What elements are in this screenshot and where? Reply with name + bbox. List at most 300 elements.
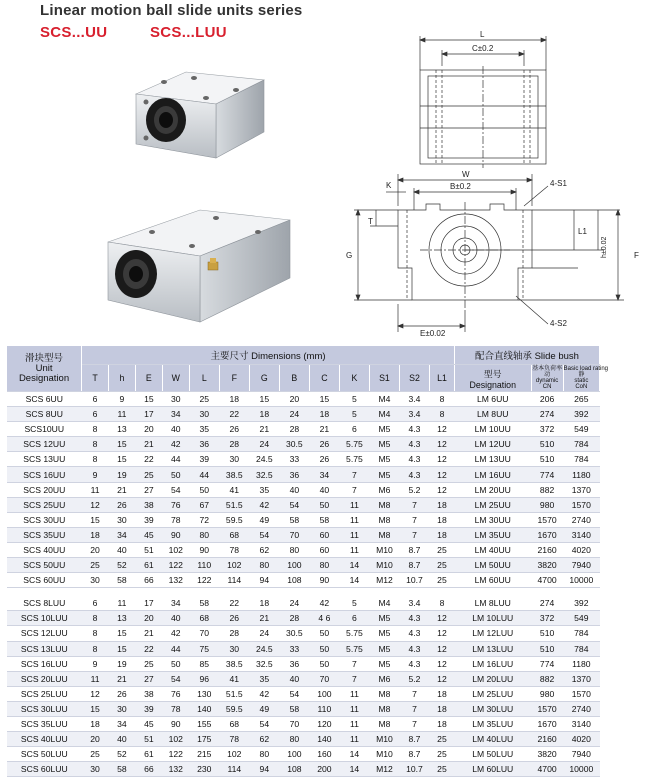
dim-cell-t: 30 [82,762,109,777]
dim-cell-t: 6 [82,392,109,407]
uu-row [7,452,600,467]
dim-cell-k: 5 [339,596,369,611]
dim-cell-c: 70 [309,671,339,686]
dim-cell-g: 32.5 [249,467,279,482]
dynamic-load-cell: 510 [531,437,563,452]
bush-designation-cell: LM 35UU [454,527,531,542]
dim-cell-k: 11 [339,686,369,701]
bush-designation-cell: LM 50UU [454,558,531,573]
dim-cell-b: 108 [279,762,309,777]
dim-cell-k: 11 [339,732,369,747]
unit-designation-cell: SCS 12LUU [7,626,82,641]
luu-row [7,611,600,626]
dim-cell-f: 26 [219,422,249,437]
bush-designation-cell: LM 13UU [454,452,531,467]
dim-cell-h: 40 [108,732,135,747]
dynamic-load-cell: 1670 [531,527,563,542]
dim-cell-k: 14 [339,762,369,777]
dim-cell-b: 28 [279,422,309,437]
dim-cell-f: 59.5 [219,512,249,527]
dim-cell-c: 58 [309,512,339,527]
dim-header-F: F [219,365,249,392]
luu-row [7,686,600,701]
dim-cell-w: 78 [162,512,189,527]
dim-header-h: h [108,365,135,392]
dim-cell-h: 26 [108,497,135,512]
dim-cell-l: 230 [189,762,219,777]
dim-cell-l1: 18 [430,527,455,542]
dim-cell-l: 110 [189,558,219,573]
dim-cell-s2: 4.3 [399,611,429,626]
dim-cell-l: 30 [189,407,219,422]
static-load-cell: 2740 [563,701,599,716]
dim-cell-t: 12 [82,497,109,512]
dim-cell-k: 6 [339,611,369,626]
dynamic-load-cell: 2160 [531,732,563,747]
static-load-cell: 1570 [563,686,599,701]
label-t: T [368,217,373,226]
dim-cell-t: 11 [82,482,109,497]
dim-cell-c: 26 [309,452,339,467]
dim-cell-k: 7 [339,671,369,686]
static-load-cell: 3140 [563,716,599,731]
unit-designation-cell: SCS 30UU [7,512,82,527]
dim-header-S2: S2 [399,365,429,392]
header-dynamic-unit: CN [542,384,552,390]
dim-cell-e: 17 [135,407,162,422]
dim-cell-e: 38 [135,686,162,701]
dim-cell-t: 8 [82,641,109,656]
unit-designation-cell: SCS 50LUU [7,747,82,762]
dim-cell-t: 8 [82,437,109,452]
dim-cell-g: 21 [249,422,279,437]
dim-cell-k: 7 [339,467,369,482]
dim-cell-c: 80 [309,558,339,573]
dim-cell-s1: M5 [369,611,399,626]
dim-cell-b: 33 [279,641,309,656]
dim-cell-c: 18 [309,407,339,422]
dim-cell-l: 215 [189,747,219,762]
dim-cell-l: 122 [189,573,219,588]
dim-cell-l1: 12 [430,626,455,641]
dim-cell-l1: 12 [430,671,455,686]
dim-cell-s1: M10 [369,558,399,573]
header-slide-bush: 配合直线轴承 Slide bush [454,346,599,365]
luu-row [7,641,600,656]
static-load-cell: 784 [563,452,599,467]
dim-cell-f: 38.5 [219,467,249,482]
dim-cell-l1: 25 [430,732,455,747]
uu-row [7,573,600,588]
dim-cell-s1: M6 [369,671,399,686]
dim-cell-g: 24 [249,626,279,641]
dim-cell-t: 15 [82,701,109,716]
dim-cell-s1: M8 [369,701,399,716]
header-static [563,365,608,392]
dim-cell-w: 76 [162,686,189,701]
dim-cell-s2: 4.3 [399,437,429,452]
dim-cell-h: 15 [108,641,135,656]
dim-cell-h: 26 [108,686,135,701]
dim-cell-c: 200 [309,762,339,777]
dim-cell-c: 160 [309,747,339,762]
dim-cell-s2: 4.3 [399,656,429,671]
dim-cell-g: 24.5 [249,452,279,467]
dim-cell-h: 58 [108,573,135,588]
dim-cell-s2: 10.7 [399,573,429,588]
dim-header-L1: L1 [430,365,455,392]
static-load-cell: 784 [563,437,599,452]
dim-cell-s1: M5 [369,422,399,437]
dim-cell-f: 102 [219,558,249,573]
dynamic-load-cell: 1570 [531,512,563,527]
dim-cell-l: 140 [189,701,219,716]
dim-cell-b: 100 [279,558,309,573]
unit-designation-cell: SCS 10LUU [7,611,82,626]
static-load-cell: 549 [563,422,599,437]
dim-cell-l: 130 [189,686,219,701]
static-load-cell: 392 [563,407,599,422]
dim-cell-w: 40 [162,611,189,626]
dim-cell-s1: M10 [369,732,399,747]
dim-cell-l1: 18 [430,686,455,701]
dim-cell-s1: M8 [369,716,399,731]
dim-cell-e: 20 [135,422,162,437]
unit-designation-cell: SCS 16UU [7,467,82,482]
dim-cell-b: 30.5 [279,626,309,641]
dim-cell-e: 45 [135,527,162,542]
dim-cell-s1: M5 [369,452,399,467]
dim-cell-l1: 18 [430,701,455,716]
header-bush-model-en: Designation [469,379,516,390]
dynamic-load-cell: 3820 [531,558,563,573]
dim-cell-h: 30 [108,701,135,716]
dim-cell-l1: 12 [430,482,455,497]
static-load-cell: 4020 [563,542,599,557]
dim-cell-h: 11 [108,596,135,611]
dim-cell-g: 94 [249,573,279,588]
static-load-cell: 10000 [563,762,599,777]
dim-cell-e: 21 [135,626,162,641]
header-static-unit: CoN [575,384,588,390]
dim-cell-c: 42 [309,596,339,611]
dim-cell-s1: M4 [369,407,399,422]
dynamic-load-cell: 510 [531,452,563,467]
uu-row [7,497,600,512]
dim-cell-f: 41 [219,482,249,497]
dynamic-load-cell: 882 [531,671,563,686]
static-load-cell: 265 [563,392,599,407]
dim-cell-e: 25 [135,467,162,482]
dim-cell-s2: 3.4 [399,392,429,407]
dim-header-E: E [135,365,162,392]
dim-header-W: W [162,365,189,392]
dim-cell-s2: 7 [399,512,429,527]
subtitle-uu: SCS...UU [40,24,108,41]
dim-cell-l1: 12 [430,656,455,671]
dim-cell-k: 5 [339,392,369,407]
dim-cell-g: 62 [249,732,279,747]
dynamic-load-cell: 510 [531,626,563,641]
dim-cell-k: 14 [339,558,369,573]
unit-designation-cell: SCS 20LUU [7,671,82,686]
dim-cell-f: 68 [219,527,249,542]
dim-cell-l1: 8 [430,407,455,422]
bush-designation-cell: LM 60LUU [454,762,531,777]
header-bush-model [454,365,531,392]
unit-designation-cell: SCS 8UU [7,407,82,422]
bush-designation-cell: LM 25UU [454,497,531,512]
label-g: G [346,251,353,260]
header-unit-cn: 滑块型号 [25,352,64,364]
header-rating-cn: 基本负荷率 [532,366,563,372]
dim-cell-g: 49 [249,512,279,527]
dim-cell-w: 90 [162,527,189,542]
dim-cell-c: 50 [309,641,339,656]
dim-cell-c: 40 [309,482,339,497]
dim-cell-l1: 12 [430,437,455,452]
dynamic-load-cell: 3820 [531,747,563,762]
dim-cell-e: 51 [135,542,162,557]
dim-cell-g: 49 [249,701,279,716]
dim-cell-g: 80 [249,558,279,573]
static-load-cell: 1180 [563,467,599,482]
header-static-cn: 静 [578,372,585,378]
unit-designation-cell: SCS 60LUU [7,762,82,777]
dim-cell-s1: M12 [369,573,399,588]
dim-cell-e: 27 [135,671,162,686]
dim-cell-s1: M4 [369,596,399,611]
dim-cell-h: 13 [108,422,135,437]
dim-cell-h: 30 [108,512,135,527]
dim-cell-w: 132 [162,573,189,588]
dim-cell-w: 54 [162,482,189,497]
dim-cell-b: 70 [279,527,309,542]
dim-cell-g: 42 [249,497,279,512]
bush-designation-cell: LM 8UU [454,407,531,422]
dim-cell-w: 44 [162,452,189,467]
dynamic-load-cell: 1570 [531,701,563,716]
dim-cell-w: 122 [162,558,189,573]
dim-cell-f: 51.5 [219,686,249,701]
unit-designation-cell: SCS 8LUU [7,596,82,611]
luu-row [7,626,600,641]
bush-designation-cell: LM 30UU [454,512,531,527]
dim-cell-t: 6 [82,596,109,611]
dim-cell-b: 70 [279,716,309,731]
dim-cell-b: 33 [279,452,309,467]
unit-designation-cell: SCS 60UU [7,573,82,588]
uu-row [7,467,600,482]
dim-cell-l1: 8 [430,392,455,407]
uu-row [7,512,600,527]
bush-designation-cell: LM 16LUU [454,656,531,671]
dim-cell-b: 54 [279,497,309,512]
static-load-cell: 7940 [563,558,599,573]
header-dimensions: 主要尺寸 Dimensions (mm) [82,346,455,365]
dynamic-load-cell: 4700 [531,762,563,777]
dim-cell-s2: 5.2 [399,482,429,497]
dim-cell-w: 34 [162,596,189,611]
dim-cell-c: 34 [309,467,339,482]
dim-cell-f: 41 [219,671,249,686]
dim-cell-f: 30 [219,452,249,467]
dim-cell-g: 42 [249,686,279,701]
dim-cell-w: 132 [162,762,189,777]
dim-cell-t: 12 [82,686,109,701]
dim-cell-f: 26 [219,611,249,626]
static-load-cell: 2740 [563,512,599,527]
dim-cell-h: 15 [108,437,135,452]
luu-row [7,716,600,731]
dim-header-C: C [309,365,339,392]
header-unit [7,346,82,392]
dim-cell-t: 15 [82,512,109,527]
dim-cell-h: 40 [108,542,135,557]
dim-cell-t: 20 [82,542,109,557]
luu-row [7,596,600,611]
dim-cell-c: 120 [309,716,339,731]
dim-cell-g: 94 [249,762,279,777]
dynamic-load-cell: 882 [531,482,563,497]
unit-designation-cell: SCS 30LUU [7,701,82,716]
dim-cell-c: 140 [309,732,339,747]
dim-cell-t: 18 [82,527,109,542]
dim-cell-g: 24 [249,437,279,452]
static-load-cell: 549 [563,611,599,626]
dim-cell-s1: M5 [369,437,399,452]
dynamic-load-cell: 980 [531,497,563,512]
uu-row [7,542,600,557]
dim-cell-l: 58 [189,596,219,611]
static-load-cell: 784 [563,626,599,641]
dynamic-load-cell: 774 [531,656,563,671]
luu-row [7,671,600,686]
static-load-cell: 784 [563,641,599,656]
dim-cell-h: 34 [108,527,135,542]
dim-cell-s2: 8.7 [399,732,429,747]
dim-cell-s1: M10 [369,747,399,762]
dim-cell-t: 8 [82,422,109,437]
dim-cell-b: 40 [279,671,309,686]
dim-cell-b: 54 [279,686,309,701]
dim-cell-l: 50 [189,482,219,497]
dim-header-K: K [339,365,369,392]
static-load-cell: 1180 [563,656,599,671]
dim-cell-h: 19 [108,656,135,671]
dim-cell-w: 50 [162,467,189,482]
header-dynamic-cn: 动 [544,372,551,378]
dim-cell-c: 4 6 [309,611,339,626]
luu-row [7,732,600,747]
uu-row [7,527,600,542]
dim-cell-w: 34 [162,407,189,422]
dim-cell-h: 11 [108,407,135,422]
dim-header-G: G [249,365,279,392]
dynamic-load-cell: 4700 [531,573,563,588]
dim-cell-l1: 18 [430,497,455,512]
bush-designation-cell: LM 30LUU [454,701,531,716]
static-load-cell: 7940 [563,747,599,762]
dim-cell-b: 80 [279,542,309,557]
dim-cell-b: 30.5 [279,437,309,452]
bush-designation-cell: LM 20LUU [454,671,531,686]
bush-designation-cell: LM 25LUU [454,686,531,701]
dynamic-load-cell: 2160 [531,542,563,557]
static-load-cell: 10000 [563,573,599,588]
dim-cell-l1: 25 [430,747,455,762]
dim-cell-l1: 25 [430,558,455,573]
dim-cell-b: 24 [279,596,309,611]
dim-cell-f: 114 [219,762,249,777]
dim-cell-c: 50 [309,497,339,512]
dim-cell-k: 6 [339,422,369,437]
dim-cell-k: 14 [339,573,369,588]
bush-designation-cell: LM 16UU [454,467,531,482]
dim-cell-b: 80 [279,732,309,747]
dim-cell-c: 21 [309,422,339,437]
dim-header-L: L [189,365,219,392]
dim-cell-f: 38.5 [219,656,249,671]
dim-cell-k: 14 [339,747,369,762]
dim-cell-s1: M8 [369,686,399,701]
dim-cell-h: 19 [108,467,135,482]
dim-cell-c: 50 [309,656,339,671]
header-dynamic [531,365,563,392]
luu-row [7,747,600,762]
header-static-en: static [574,378,589,384]
dim-cell-t: 25 [82,558,109,573]
unit-designation-cell: SCS 13LUU [7,641,82,656]
dim-cell-s2: 4.3 [399,422,429,437]
static-load-cell: 4020 [563,732,599,747]
dim-cell-c: 26 [309,437,339,452]
unit-designation-cell: SCS 25UU [7,497,82,512]
dim-cell-h: 15 [108,452,135,467]
dim-cell-f: 30 [219,641,249,656]
dim-cell-f: 22 [219,596,249,611]
header-bush-model-cn: 型号 [483,368,502,379]
dim-cell-f: 102 [219,747,249,762]
dim-cell-e: 39 [135,512,162,527]
unit-designation-cell: SCS 40UU [7,542,82,557]
dim-cell-h: 9 [108,392,135,407]
dim-cell-t: 9 [82,656,109,671]
dim-cell-b: 58 [279,701,309,716]
dim-cell-e: 61 [135,558,162,573]
dim-cell-e: 27 [135,482,162,497]
dynamic-load-cell: 206 [531,392,563,407]
dim-cell-t: 18 [82,716,109,731]
bush-designation-cell: LM 20UU [454,482,531,497]
dim-cell-f: 59.5 [219,701,249,716]
header-unit-en2: Designation [18,372,70,384]
dim-cell-h: 52 [108,558,135,573]
dynamic-load-cell: 1670 [531,716,563,731]
dim-cell-f: 28 [219,626,249,641]
dynamic-load-cell: 510 [531,641,563,656]
unit-designation-cell: SCS 6UU [7,392,82,407]
dim-cell-l1: 12 [430,641,455,656]
dim-cell-g: 54 [249,716,279,731]
header-rating-en: Basic load rating [563,366,608,372]
dim-cell-h: 58 [108,762,135,777]
dim-cell-l: 39 [189,452,219,467]
dim-cell-s2: 5.2 [399,671,429,686]
dim-cell-g: 62 [249,542,279,557]
dim-cell-k: 5.75 [339,452,369,467]
bush-designation-cell: LM 50LUU [454,747,531,762]
